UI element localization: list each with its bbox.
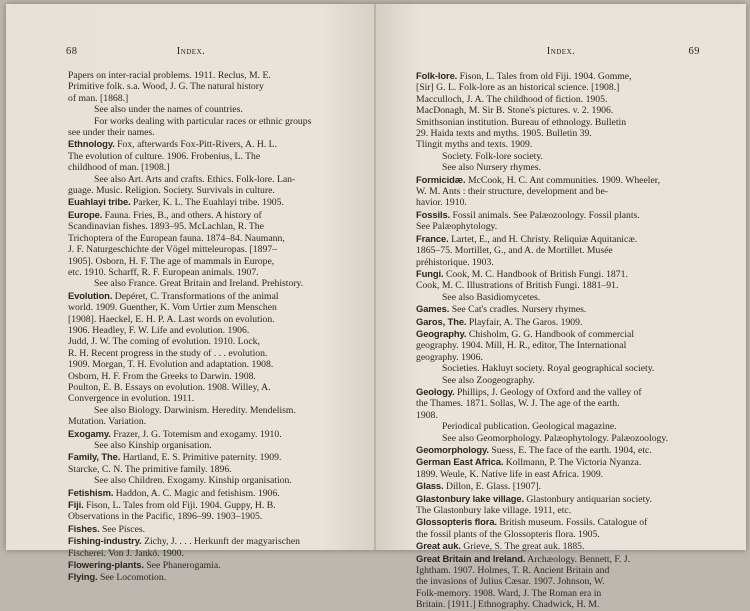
see-also-line [416, 162, 702, 173]
index-text: Ightham. 1907. Holmes, T. R. Ancient Britain and [416, 565, 610, 577]
index-entry-line [68, 523, 342, 535]
index-continuation-line [416, 117, 702, 128]
index-text: Scandinavian fishes. 1893–95. McLachlan, R. The [68, 221, 264, 233]
see-also-line [416, 433, 702, 444]
index-continuation-line [68, 221, 342, 232]
index-heading: Great Britain and Ireland. [416, 552, 526, 564]
index-text: Starcke, C. N. The primitive family. 1896. [68, 463, 232, 475]
index-text: [1908]. Haeckel, E. H. P. A. Last words on evolution. [68, 313, 275, 325]
index-text: See also Kinship organisation. [94, 440, 212, 451]
index-entries [416, 70, 702, 611]
index-entry-line [68, 209, 342, 221]
index-text: Phillips, J. Geology of Oxford and the valley of [454, 386, 642, 398]
index-text: Cook, M. C. Handbook of British Fungi. 1871. [443, 268, 628, 280]
index-text: 1909. Morgan, T. H. Evolution and adaptation. 1908. [68, 359, 274, 371]
index-text: Society. Folk-lore society. [442, 150, 543, 162]
index-text: Depéret, C. Transformations of the animal [112, 290, 279, 302]
index-entry-line [416, 328, 702, 340]
index-text: Folk-memory. 1908. Ward, J. The Roman era in [416, 587, 602, 599]
index-text: Periodical publication. Geological magazine. [442, 421, 617, 433]
index-continuation-line [416, 398, 702, 409]
see-also-line [68, 278, 342, 289]
index-text: Papers on inter-racial problems. 1911. Reclus, M. E. [68, 70, 271, 81]
index-text: the Thames. 1871. Sollas, W. J. The age of the earth. [416, 398, 620, 410]
index-continuation-line [416, 505, 702, 516]
index-continuation-line [68, 185, 342, 196]
index-heading: Fossils. [416, 208, 451, 220]
index-text: 1906. Headley, F. W. Life and evolution. 1906. [68, 324, 250, 336]
index-text: See also Zoogeography. [442, 374, 535, 386]
index-text: guage. Music. Religion. Society. Survivals in culture. [68, 185, 275, 197]
index-text: J. F. Naturgeschichte der Vögel mitteleuropas. [1897– [68, 244, 277, 256]
index-continuation-line [416, 257, 702, 268]
index-text: Poulton, E. B. Essays on evolution. 1908. Willey, A. [68, 381, 271, 393]
see-also-line [68, 475, 342, 486]
index-text: See also Art. Arts and crafts. Ethics. Folk-lore. Lan- [94, 173, 296, 185]
book-spread [6, 4, 746, 611]
index-heading: Fishing-industry. [68, 535, 142, 547]
see-also-line [68, 405, 342, 416]
index-text: Fox, afterwards Fox-Pitt-Rivers, A. H. L. [114, 139, 278, 151]
index-text: McCook, H. C. Ant communities. 1909. Wheeler, [465, 174, 661, 186]
index-continuation-line [416, 599, 702, 610]
index-heading: Geography. [416, 327, 467, 339]
index-heading: Garos, The. [416, 315, 467, 327]
index-text: Britain. [1911.] Ethnography. Chadwick, H. M. [416, 599, 600, 611]
index-text: Archæology. Bennett, F. J. [525, 553, 631, 565]
index-continuation-line [416, 82, 702, 93]
index-continuation-line [416, 588, 702, 599]
page-number: 69 [688, 46, 700, 57]
index-entry-line [68, 571, 342, 583]
index-text: see under their names. [68, 127, 155, 139]
see-also-line [416, 151, 702, 162]
index-text: The evolution of culture. 1906. Frobenius, L. The [68, 150, 261, 162]
index-continuation-line [68, 464, 342, 475]
index-text: the fossil plants of the Glossopteris flora. 1905. [416, 528, 600, 540]
page-number: 68 [66, 46, 78, 57]
index-continuation-line [68, 70, 342, 81]
index-text: world. 1909. Guenther, K. Vom Urtier zum Menschen [68, 302, 277, 314]
index-text: childhood of man. [1908.] [68, 162, 170, 174]
index-continuation-line [68, 336, 342, 347]
index-text: W. M. Ants : their structure, development and be- [416, 186, 609, 198]
see-also-line [68, 104, 342, 115]
index-continuation-line [68, 256, 342, 267]
index-entry-line [68, 138, 342, 150]
index-heading: Europe. [68, 208, 103, 220]
index-text: MacDonagh, M. Sir B. Stone's pictures. v. 2. 1906. [416, 105, 614, 117]
index-text: Macculloch, J. A. The childhood of fiction. 1905. [416, 93, 608, 105]
index-text: Mutation. Variation. [68, 416, 147, 428]
index-text: See also France. Great Britain and Ireland. Prehistory. [94, 278, 304, 290]
index-continuation-line [68, 81, 342, 92]
index-heading: Ethnology. [68, 138, 115, 150]
index-text: the invasions of Julius Cæsar. 1907. Johnson, W. [416, 576, 605, 588]
running-head-title: Index. [176, 46, 206, 57]
index-text: 1908. [416, 409, 438, 421]
index-text: Kollmann, P. The Victoria Nyanza. [503, 457, 642, 469]
index-text: préhistorique. 1903. [416, 256, 494, 268]
index-text: Societies. Hakluyt society. Royal geographical society. [442, 363, 655, 375]
index-entries [68, 70, 342, 584]
index-continuation-line [68, 393, 342, 404]
index-text: Primitive folk. s.a. Wood, J. G. The natural history [68, 81, 264, 93]
index-text: Convergence in evolution. 1911. [68, 393, 195, 405]
index-text: Haddon, A. C. Magic and fetishism. 1906. [113, 487, 280, 499]
index-text: See Phanerogamia. [143, 560, 221, 572]
index-text: Chisholm, G. G. Handbook of commercial [466, 328, 635, 340]
index-text: Fischerei. Von J. Jankó. 1900. [68, 547, 184, 559]
index-continuation-line [416, 128, 702, 139]
index-heading: Great auk. [416, 540, 461, 552]
index-continuation-line [68, 359, 342, 370]
index-continuation-line [416, 340, 702, 351]
index-text: See also Geomorphology. Palæophytology. Palæozoology. [442, 432, 669, 444]
index-text: Smithsonian institution. Bureau of ethnology. Bulletin [416, 116, 627, 128]
index-continuation-line [416, 352, 702, 363]
index-continuation-line [68, 93, 342, 104]
running-header [6, 46, 376, 60]
index-text: Trichoptera of the European fauna. 1874–84. Naumann, [68, 232, 285, 244]
index-continuation-line [68, 511, 342, 522]
index-continuation-line [68, 416, 342, 427]
index-text: See also Children. Exogamy. Kinship organisation. [94, 475, 292, 487]
index-entry-line [416, 493, 702, 505]
index-heading: Fetishism. [68, 486, 114, 498]
index-entry-line [416, 480, 702, 492]
index-entry-line [416, 516, 702, 528]
index-entry-line [416, 386, 702, 398]
index-continuation-line [416, 197, 702, 208]
see-also-line [416, 375, 702, 386]
index-continuation-line [416, 94, 702, 105]
index-heading: Folk-lore. [416, 70, 458, 81]
index-text: etc. 1910. Scharff, R. F. European animals. 1907. [68, 266, 259, 278]
index-continuation-line [416, 280, 702, 291]
index-text: Frazer, J. G. Totemism and exogamy. 1910. [110, 428, 282, 440]
index-continuation-line [68, 314, 342, 325]
index-text: Playfair, A. The Garos. 1909. [466, 316, 583, 328]
index-heading: Fishes. [68, 522, 100, 534]
index-entry-line [416, 303, 702, 315]
index-continuation-line [416, 221, 702, 232]
index-continuation-line [416, 565, 702, 576]
index-text: Zichy, J. . . . Herkunft der magyarischen [141, 536, 301, 548]
index-text: Dillon, E. Glass. [1907]. [443, 481, 541, 493]
index-entry-line [68, 451, 342, 463]
index-entry-line [416, 70, 702, 82]
index-entry-line [416, 174, 702, 186]
index-text: British museum. Fossils. Catalogue of [496, 517, 648, 529]
index-text: The Glastonbury lake village. 1911, etc. [416, 505, 572, 517]
index-text: 1899. Weule, K. Native life in east Africa. 1909. [416, 468, 604, 480]
index-text: Tlingit myths and texts. 1909. [416, 139, 533, 151]
index-text: See also Basidiomycetes. [442, 291, 541, 303]
index-entry-line [68, 499, 342, 511]
index-entry-line [416, 233, 702, 245]
index-heading: Glossopteris flora. [416, 516, 497, 528]
index-text: Fison, L. Tales from old Fiji. 1904. Gomme, [457, 71, 632, 82]
index-text: Suess, E. The face of the earth. 1904, etc. [488, 445, 652, 456]
right-page [376, 4, 746, 611]
index-heading: Formicidæ. [416, 173, 466, 185]
index-entry-line [416, 456, 702, 468]
index-heading: Evolution. [68, 289, 113, 301]
index-heading: Euahlayi tribe. [68, 196, 131, 208]
index-text: See also Nursery rhymes. [442, 162, 542, 174]
index-continuation-line [68, 348, 342, 359]
index-text: See Palæophytology. [416, 221, 498, 233]
index-continuation-line [416, 105, 702, 116]
index-text: Grieve, S. The great auk. 1885. [460, 541, 585, 553]
index-entry-line [68, 196, 342, 208]
index-entry-line [68, 559, 342, 571]
see-also-line [68, 116, 342, 127]
index-continuation-line [68, 548, 342, 559]
see-also-line [68, 440, 342, 451]
index-text: 29. Haida texts and myths. 1905. Bulletin 39. [416, 128, 592, 140]
index-text: Cook, M. C. Illustrations of British Fungi. 1881–91. [416, 280, 619, 292]
index-continuation-line [68, 325, 342, 336]
see-also-line [416, 421, 702, 432]
index-heading: Games. [416, 303, 450, 315]
see-also-line [68, 174, 342, 185]
index-text: R. H. Recent progress in the study of . . . evolution. [68, 347, 268, 359]
index-continuation-line [68, 151, 342, 162]
index-continuation-line [416, 186, 702, 197]
index-continuation-line [68, 162, 342, 173]
index-entry-line [68, 290, 342, 302]
index-text: Osborn, H. F. From the Greeks to Darwin. 1908. [68, 370, 256, 382]
index-entry-line [416, 540, 702, 552]
index-continuation-line [416, 469, 702, 480]
running-header [376, 46, 746, 60]
index-continuation-line [416, 576, 702, 587]
index-entry-line [68, 428, 342, 440]
index-text: Parker, K. L. The Euahlayi tribe. 1905. [130, 197, 284, 209]
index-text: geography. 1906. [416, 351, 483, 363]
index-text: For works dealing with particular races or ethnic groups [94, 115, 312, 127]
index-heading: Flowering-plants. [68, 559, 144, 571]
index-text: See Pisces. [99, 523, 146, 535]
index-text: Lartet, E., and H. Christy. Reliquiæ Aquitanicæ. [448, 233, 638, 245]
index-heading: German East Africa. [416, 456, 504, 468]
index-text: See also Biology. Darwinism. Heredity. Mendelism. [94, 404, 296, 416]
index-heading: Fungi. [416, 267, 444, 279]
index-continuation-line [416, 245, 702, 256]
index-text: Fauna. Fries, B., and others. A history of [102, 209, 262, 221]
index-text: havior. 1910. [416, 197, 467, 209]
index-continuation-line [416, 139, 702, 150]
index-text: Observations in the Pacific, 1896–99. 1903–1905. [68, 511, 263, 523]
index-continuation-line [68, 127, 342, 138]
index-entry-line [68, 535, 342, 547]
see-also-line [416, 292, 702, 303]
index-heading: Exogamy. [68, 427, 111, 439]
index-text: Fison, L. Tales from old Fiji. 1904. Guppy, H. B. [83, 500, 276, 512]
index-heading: Family, The. [68, 451, 121, 463]
index-text: Fossil animals. See Palæozoology. Fossil plants. [450, 209, 640, 221]
index-text: Judd, J. W. The coming of evolution. 1910. Lock, [68, 336, 260, 348]
index-heading: Flying. [68, 571, 98, 583]
index-heading: Fiji. [68, 499, 84, 511]
index-heading: Geology. [416, 385, 455, 397]
index-text: of man. [1868.] [68, 92, 129, 104]
index-text: See also under the names of countries. [94, 104, 243, 116]
index-text: Hartland, E. S. Primitive paternity. 1909. [120, 452, 282, 464]
index-text: See Cat's cradles. Nursery rhymes. [449, 304, 587, 316]
index-text: [Sir] G. L. Folk-lore as an historical science. [1908.] [416, 82, 620, 94]
index-continuation-line [68, 371, 342, 382]
index-heading: Glastonbury lake village. [416, 492, 524, 504]
index-continuation-line [68, 302, 342, 313]
index-heading: France. [416, 232, 449, 244]
index-entry-line [416, 553, 702, 565]
index-entry-line [416, 444, 702, 456]
index-text: See Locomotion. [97, 572, 167, 584]
index-text: 1865–75. Mortillet, G., and A. de Mortillet. Musée [416, 245, 613, 257]
see-also-line [416, 363, 702, 374]
index-heading: Geomorphology. [416, 444, 489, 455]
index-heading: Glass. [416, 480, 444, 492]
index-entry-line [416, 209, 702, 221]
index-continuation-line [68, 233, 342, 244]
index-text: geography. 1904. Mill, H. R., editor, The International [416, 340, 627, 352]
index-continuation-line [416, 529, 702, 540]
index-entry-line [416, 316, 702, 328]
index-continuation-line [68, 267, 342, 278]
index-continuation-line [416, 410, 702, 421]
left-page [6, 4, 376, 584]
index-continuation-line [68, 382, 342, 393]
index-text: 1905]. Osborn, H. F. The age of mammals in Europe, [68, 255, 275, 267]
index-continuation-line [68, 244, 342, 255]
index-entry-line [416, 268, 702, 280]
running-head-title: Index. [546, 46, 576, 57]
index-entry-line [68, 487, 342, 499]
index-text: Glastonbury antiquarian society. [523, 493, 652, 505]
